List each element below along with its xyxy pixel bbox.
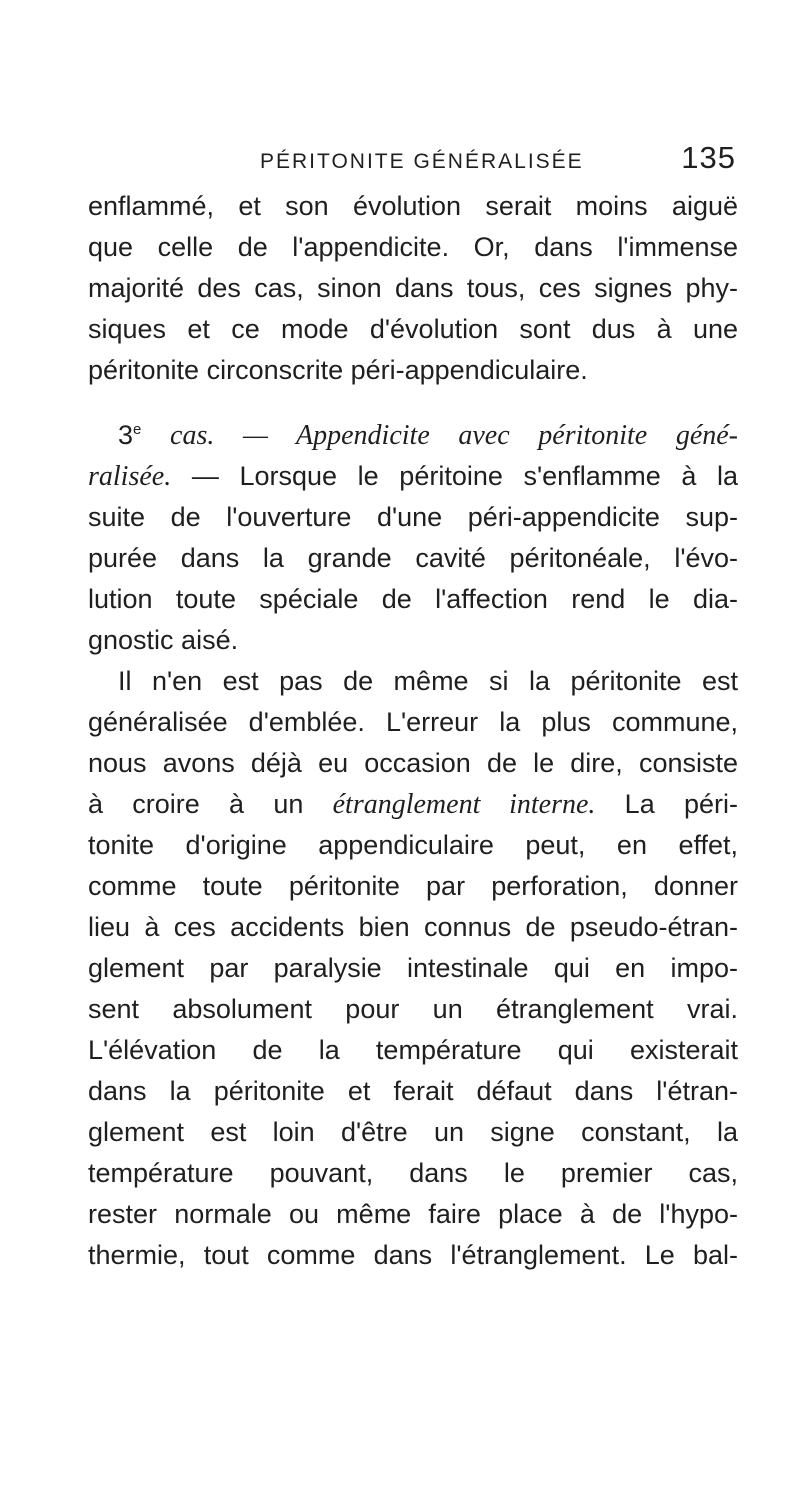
text-run: à croire à un: [88, 789, 333, 819]
text-run: — Lorsque le péritoine s'enflamme à la: [171, 461, 738, 491]
text-line: suite de l'ouverture d'une péri-appendicite sup-: [88, 502, 738, 532]
text-line: tonite d'origine appendiculaire peut, en effet,: [88, 830, 738, 860]
text-run: La péri-: [595, 789, 738, 819]
case-word: cas. —: [141, 420, 297, 451]
text-line: siques et ce mode d'évolution sont dus à une: [88, 314, 738, 344]
text-line: glement par paralysie intestinale qui en impo-: [88, 953, 738, 983]
body-text: [88, 186, 738, 1276]
text-line: lieu à ces accidents bien connus de pseudo-étran-: [88, 912, 738, 942]
text-line: thermie, tout comme dans l'étranglement. Le bal-: [88, 1240, 738, 1270]
text-line: majorité des cas, sinon dans tous, ces signes phy-: [88, 273, 738, 303]
italic-term: étranglement interne.: [332, 789, 596, 820]
paragraph-2: [88, 415, 738, 661]
text-line: généralisée d'emblée. L'erreur la plus commune,: [88, 707, 738, 737]
text-line: enflammé, et son évolution serait moins aiguë: [88, 191, 738, 221]
case-number: 3: [118, 420, 134, 450]
text-line: sent absolument pour un étranglement vrai.: [88, 994, 738, 1024]
text-line: L'élévation de la température qui existerait: [88, 1035, 738, 1065]
text-line: gnostic aisé.: [88, 625, 239, 655]
case-heading-line: [88, 415, 738, 456]
case-title: Appendicite avec péritonite géné-: [296, 420, 738, 451]
text-line: dans la péritonite et ferait défaut dans l'étran-: [88, 1076, 738, 1106]
text-line: rester normale ou même faire place à de l'hypo-: [88, 1199, 738, 1229]
case-title-end: ralisée.: [88, 461, 172, 492]
text-line: comme toute péritonite par perforation, donner: [88, 871, 738, 901]
text-line: purée dans la grande cavité péritonéale, l'évo-: [88, 543, 738, 573]
text-line: température pouvant, dans le premier cas,: [88, 1158, 738, 1188]
running-head: [88, 140, 738, 190]
text-line: lution toute spéciale de l'affection rend le dia-: [88, 584, 738, 614]
paragraph-1: [88, 186, 738, 391]
paragraph-3: [88, 661, 738, 1276]
text-line: nous avons déjà eu occasion de le dire, consiste: [88, 748, 738, 778]
text-line: [88, 456, 738, 497]
text-line: [88, 784, 738, 825]
text-line: péritonite circonscrite péri-appendiculaire.: [88, 355, 588, 385]
text-line: que celle de l'appendicite. Or, dans l'immense: [88, 232, 738, 262]
page-number: 135: [681, 140, 736, 175]
case-ordinal: e: [133, 421, 142, 438]
text-line: Il n'en est pas de même si la péritonite est: [118, 666, 738, 696]
text-line: glement est loin d'être un signe constant, la: [88, 1117, 738, 1147]
running-title: PÉRITONITE GÉNÉRALISÉE: [260, 150, 584, 173]
